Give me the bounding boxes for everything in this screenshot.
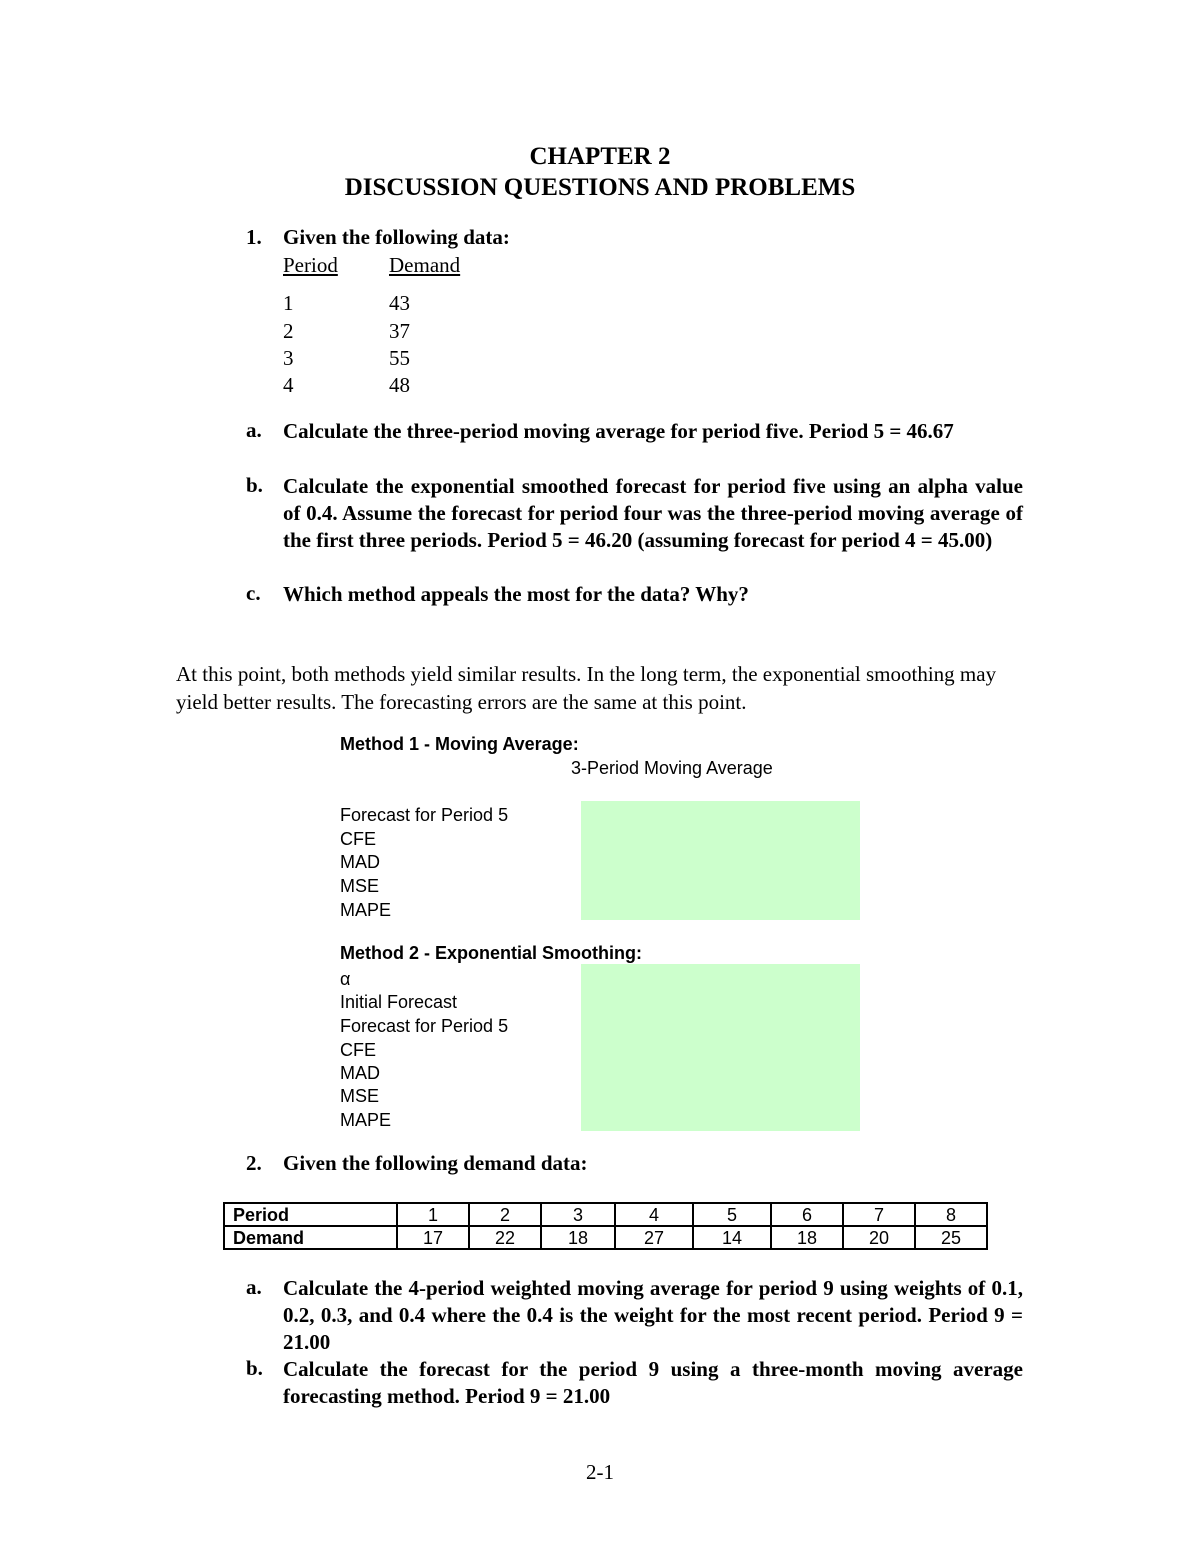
part-letter: a. [246, 1275, 262, 1299]
period-cell: 5 [693, 1203, 771, 1226]
row-header-period: Period [224, 1203, 397, 1226]
part-text: Calculate the exponential smoothed forecast for period five using an alpha value of 0.4. Assume the forecast for period four was the three-period moving average of the first three periods. Period 5 = 46.20 (assuming forecast for period 4 = 45.00) [283, 474, 1023, 552]
method2-label: MAD [340, 1063, 380, 1083]
question-prompt: Given the following data: [283, 225, 510, 249]
method2-label: MSE [340, 1086, 380, 1106]
period-cell: 3 [541, 1203, 615, 1226]
part-text: Calculate the forecast for the period 9 using a three-month moving average forecasting method. Period 9 = 21.00 [283, 1357, 1023, 1408]
demand-cell: 14 [693, 1226, 771, 1249]
part-letter: a. [246, 418, 262, 442]
part-text: Calculate the three-period moving average for period five. Period 5 = 46.67 [283, 419, 954, 443]
demand-cell: 22 [469, 1226, 541, 1249]
method1-label: MAPE [340, 900, 392, 920]
chapter-title: CHAPTER 2 [529, 143, 671, 170]
demand-table [223, 1202, 988, 1250]
part-text: Which method appeals the most for the data? Why? [283, 582, 749, 606]
data-demand: 55 [389, 346, 410, 370]
method2-label: CFE [340, 1040, 376, 1060]
data-demand: 43 [389, 291, 410, 315]
question-prompt: Given the following demand data: [283, 1151, 588, 1175]
row-header-demand: Demand [224, 1226, 397, 1249]
question-number: 1. [246, 225, 262, 249]
method2-results-area [581, 964, 860, 1131]
demand-cell: 18 [771, 1226, 843, 1249]
period-cell: 6 [771, 1203, 843, 1226]
method1-label: MSE [340, 876, 380, 896]
method2-label: Initial Forecast [340, 992, 458, 1012]
question-number: 2. [246, 1151, 262, 1175]
data-period: 3 [283, 346, 294, 370]
method1-label: Forecast for Period 5 [340, 805, 509, 825]
method1-title: Method 1 - Moving Average: [340, 734, 579, 754]
period-cell: 7 [843, 1203, 915, 1226]
period-cell: 4 [615, 1203, 693, 1226]
data-demand: 37 [389, 319, 410, 343]
method1-column-header: 3-Period Moving Average [571, 758, 773, 778]
period-cell: 1 [397, 1203, 469, 1226]
demand-cell: 17 [397, 1226, 469, 1249]
part-text: Calculate the 4-period weighted moving average for period 9 using weights of 0.1, 0.2, 0.3, and 0.4 where the 0.4 is the weight for the most recent period. Period 9 = 21.00 [283, 1276, 1023, 1354]
demand-cell: 18 [541, 1226, 615, 1249]
data-period: 1 [283, 291, 294, 315]
method1-label: CFE [340, 829, 376, 849]
method2-label: Forecast for Period 5 [340, 1016, 509, 1036]
period-cell: 8 [915, 1203, 987, 1226]
part-letter: c. [246, 581, 261, 605]
demand-cell: 25 [915, 1226, 987, 1249]
column-header-demand: Demand [389, 253, 461, 277]
section-title: DISCUSSION QUESTIONS AND PROBLEMS [344, 174, 856, 201]
demand-cell: 27 [615, 1226, 693, 1249]
period-cell: 2 [469, 1203, 541, 1226]
method2-title: Method 2 - Exponential Smoothing: [340, 943, 642, 963]
data-demand: 48 [389, 373, 410, 397]
part-letter: b. [246, 1356, 263, 1380]
part-letter: b. [246, 473, 263, 497]
table-row-period [224, 1203, 987, 1226]
demand-cell: 20 [843, 1226, 915, 1249]
page-number: 2-1 [586, 1460, 614, 1484]
method1-label: MAD [340, 852, 380, 872]
method1-results-area [581, 801, 860, 920]
answer-paragraph: At this point, both methods yield similar results. In the long term, the exponential smoothing may yield better results. The forecasting errors are the same at this point. [176, 662, 997, 714]
table-row-demand [224, 1226, 987, 1249]
column-header-period: Period [283, 253, 338, 277]
method2-label: MAPE [340, 1110, 392, 1130]
data-period: 2 [283, 319, 294, 343]
data-period: 4 [283, 373, 294, 397]
method2-label-alpha: α [340, 969, 351, 989]
